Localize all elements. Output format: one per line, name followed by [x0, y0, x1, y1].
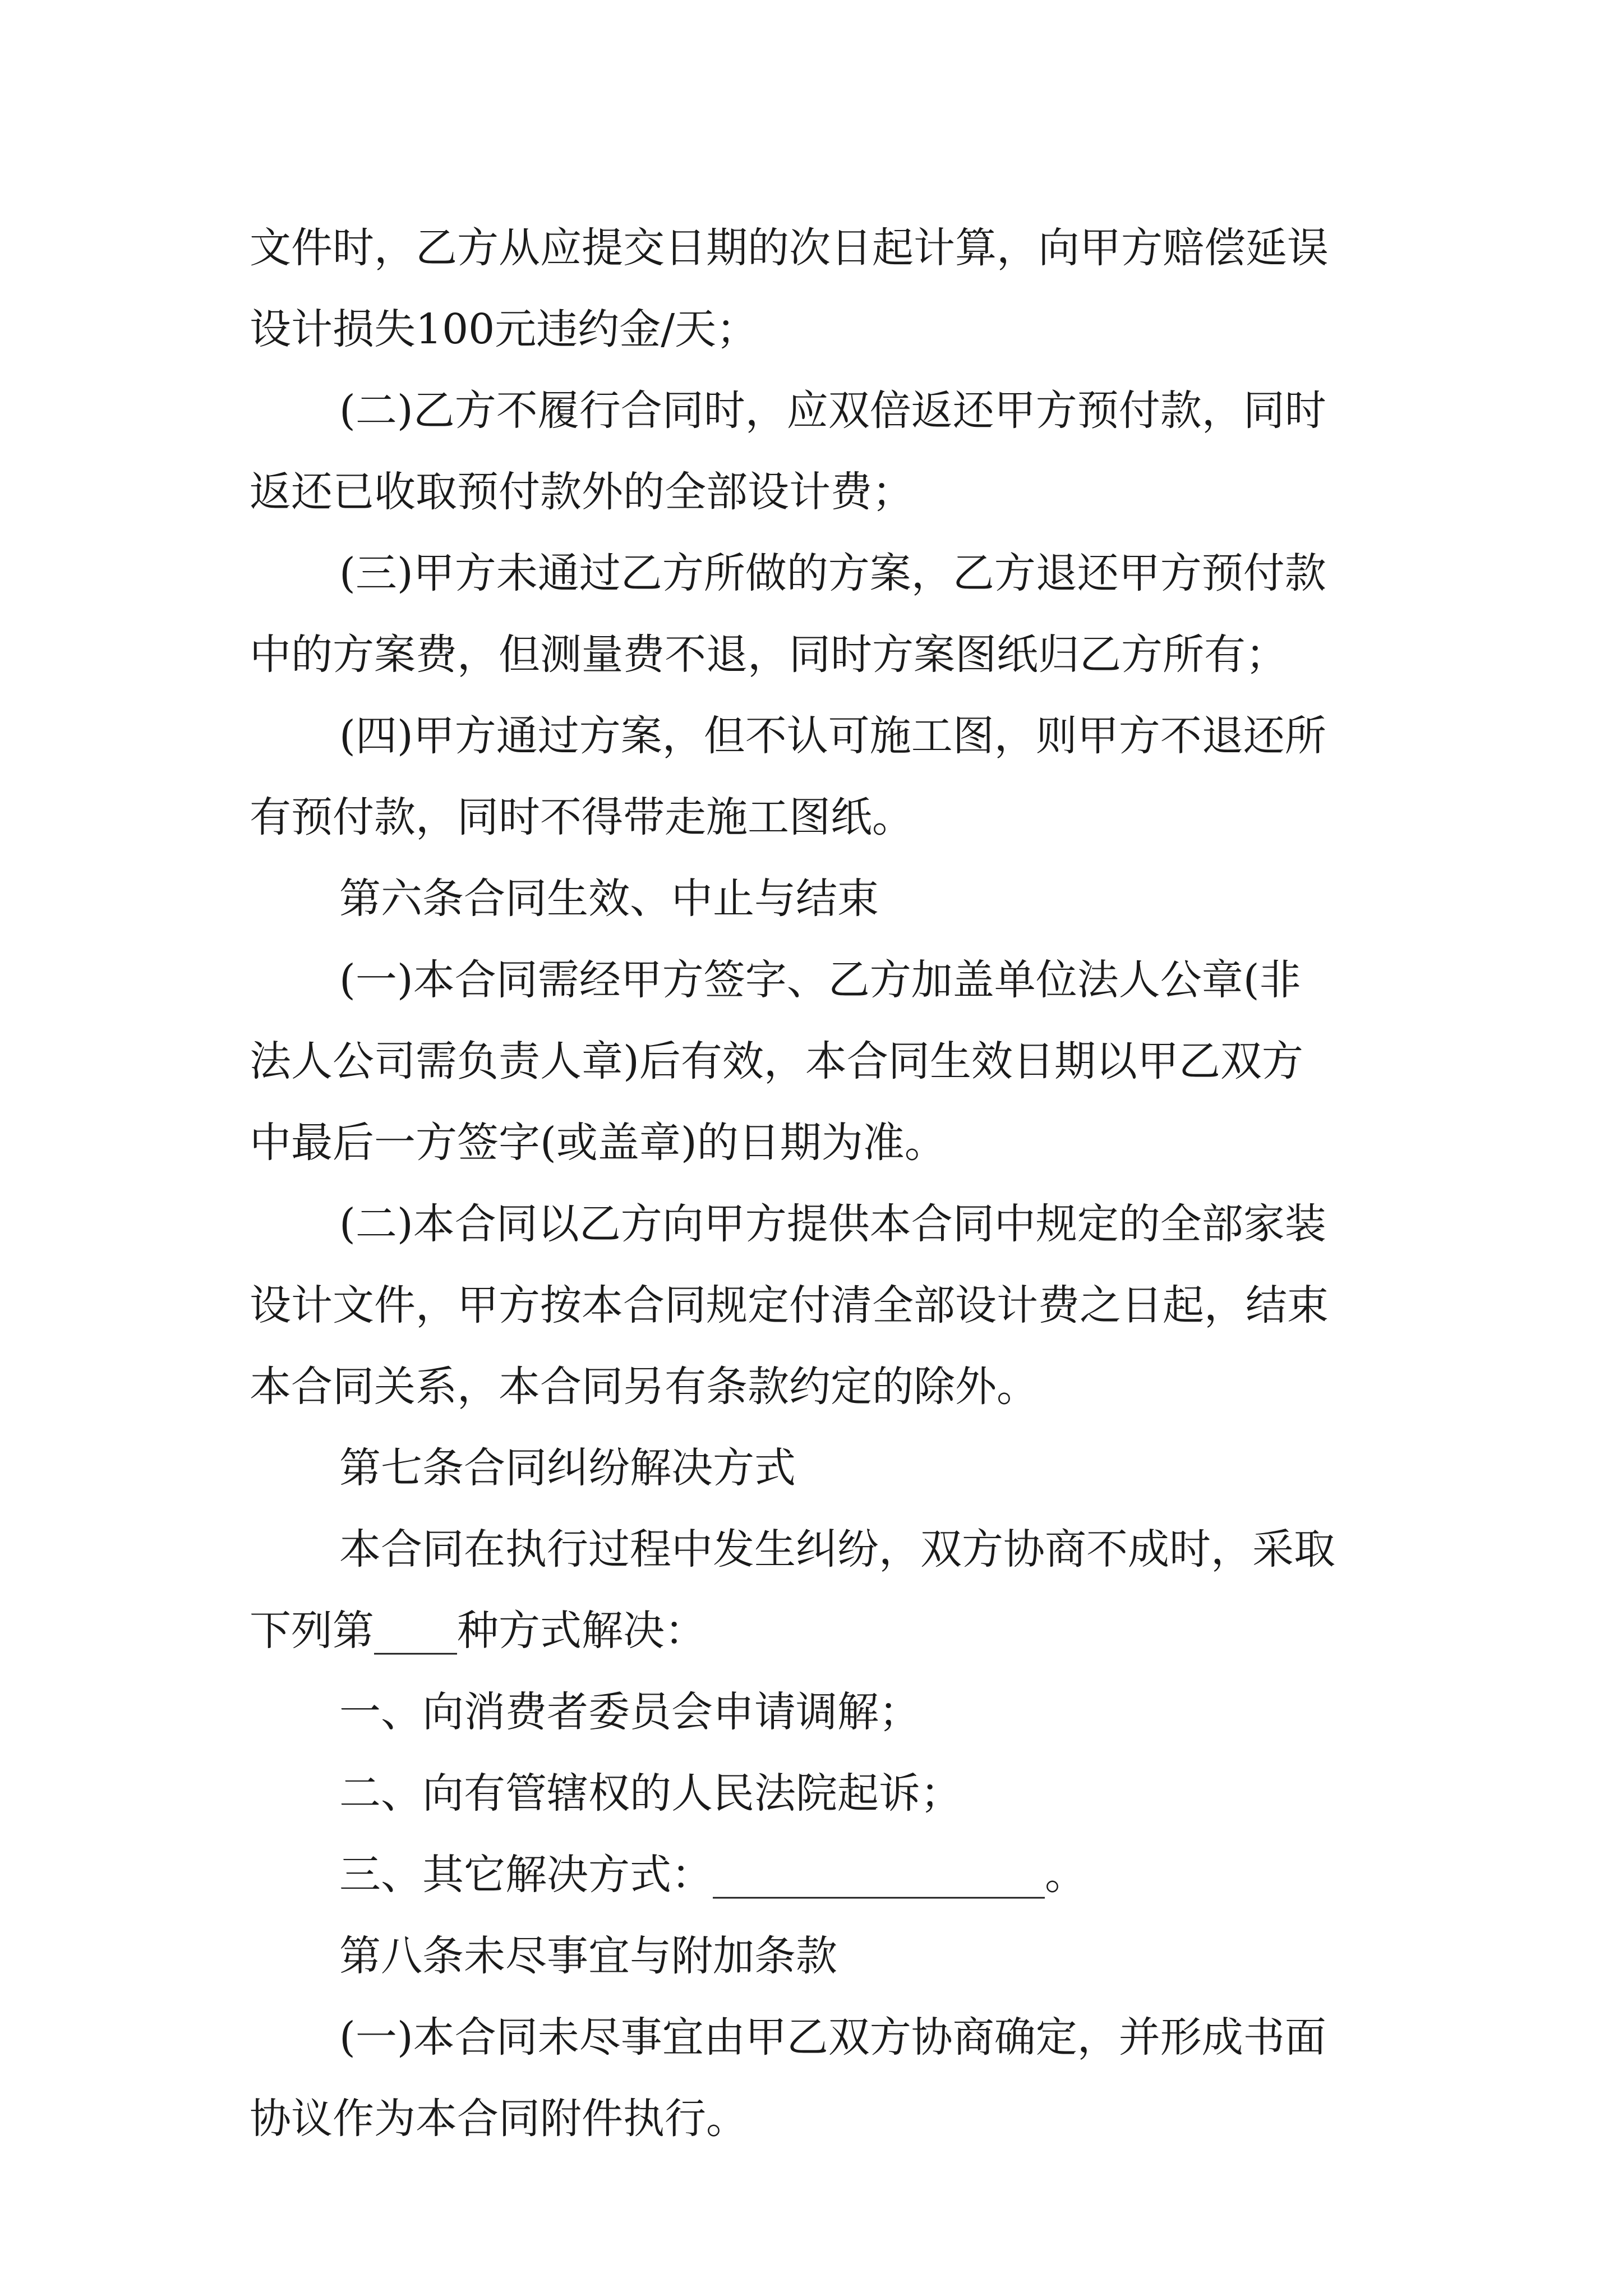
text-line: 文件时，乙方从应提交日期的次日起计算，向甲方赔偿延误	[250, 224, 1329, 272]
text-line: (一)本合同需经甲方签字、乙方加盖单位法人公章(非	[339, 956, 1301, 1004]
list-item: 三、其它解决方式：________________。	[339, 1851, 1086, 1899]
text-line: (四)甲方通过方案，但不认可施工图，则甲方不退还所	[339, 712, 1326, 760]
text-line: 本合同在执行过程中发生纠纷，双方协商不成时，采取	[339, 1525, 1335, 1573]
section-heading: 第六条合同生效、中止与结束	[339, 875, 879, 923]
text-line: 中最后一方签字(或盖章)的日期为准。	[250, 1119, 946, 1167]
contract-body-text	[250, 208, 1388, 2160]
text-line: 本合同关系，本合同另有条款约定的除外。	[250, 1363, 1038, 1411]
list-item: 二、向有管辖权的人民法院起诉；	[339, 1769, 962, 1818]
text-line: 协议作为本合同附件执行。	[250, 2095, 748, 2143]
text-line: (三)甲方未通过乙方所做的方案，乙方退还甲方预付款	[339, 549, 1326, 597]
text-line: 有预付款，同时不得带走施工图纸。	[250, 793, 914, 841]
text-line: 中的方案费，但测量费不退，同时方案图纸归乙方所有；	[250, 631, 1287, 679]
text-line: 设计文件，甲方按本合同规定付清全部设计费之日起，结束	[250, 1281, 1329, 1329]
section-heading: 第七条合同纠纷解决方式	[339, 1444, 796, 1492]
text-line: 返还已收取预付款外的全部设计费；	[250, 468, 914, 516]
text-line: 下列第____种方式解决：	[250, 1607, 706, 1655]
text-line: (二)本合同以乙方向甲方提供本合同中规定的全部家装	[339, 1200, 1326, 1248]
text-line: 设计损失100元违约金/天；	[250, 305, 758, 353]
text-line: 法人公司需负责人章)后有效，本合同生效日期以甲乙双方	[250, 1037, 1303, 1085]
list-item: 一、向消费者委员会申请调解；	[339, 1688, 920, 1736]
text-line: (二)乙方不履行合同时，应双倍返还甲方预付款，同时	[339, 386, 1326, 435]
text-line: (一)本合同未尽事宜由甲乙双方协商确定，并形成书面	[339, 2013, 1326, 2062]
section-heading: 第八条未尽事宜与附加条款	[339, 1932, 837, 1980]
